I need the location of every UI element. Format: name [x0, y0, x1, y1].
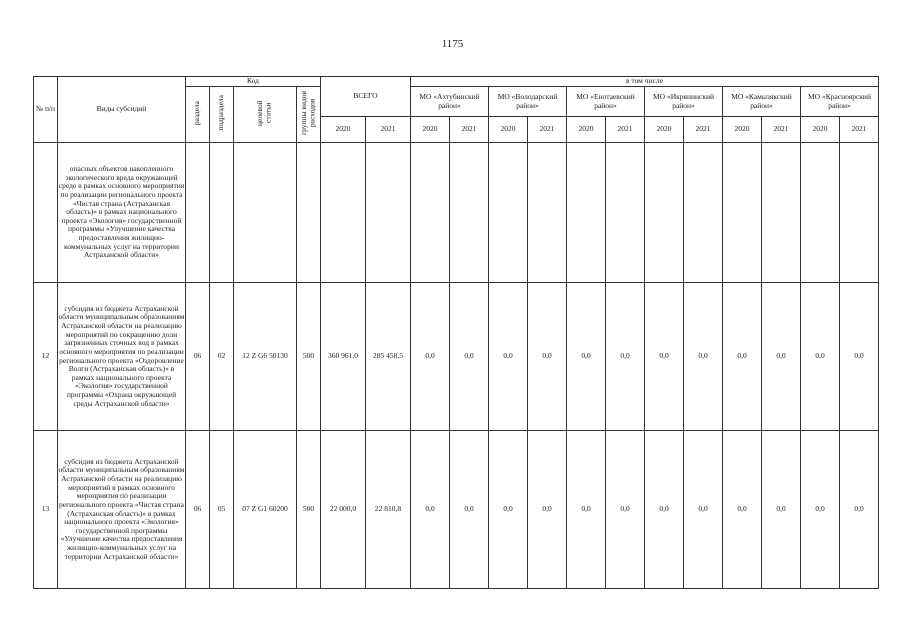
total-2020: 22 000,0: [321, 431, 366, 589]
code-subsection: 05: [210, 431, 234, 589]
mo-value: [567, 143, 606, 283]
mo-value: 0,0: [528, 431, 567, 589]
header-code-group: группы видов расходов: [297, 87, 321, 143]
subsidy-description: субсидия из бюджета Астраханской области муниципальным образованиям Астраханской области на реализацию мероприятий по сокращению доли загрязненных сточных вод в рамках основного мероприятия по реализации регионального проекта «Оздоровление Волги (Астраханская область)» в рамках национального проекта «Экология» государственной программы «Охрана окружающей среды Астраханской области»: [58, 283, 186, 431]
header-year: 2020: [645, 117, 684, 143]
code-subsection: 02: [210, 283, 234, 431]
mo-value: [684, 143, 723, 283]
header-year: 2020: [411, 117, 450, 143]
mo-value: [762, 143, 801, 283]
mo-value: 0,0: [489, 431, 528, 589]
row-number: 12: [34, 283, 58, 431]
mo-value: 0,0: [606, 283, 645, 431]
header-year: 2021: [450, 117, 489, 143]
row-number: 13: [34, 431, 58, 589]
header-mo-krasnoyarsky: МО «Красноярский район»: [801, 87, 879, 117]
row-number: [34, 143, 58, 283]
header-year: 2020: [567, 117, 606, 143]
mo-value: 0,0: [684, 283, 723, 431]
table-row: [34, 143, 879, 283]
code-target: [234, 143, 297, 283]
header-year: 2020: [723, 117, 762, 143]
page-number: 1175: [441, 38, 464, 50]
total-2021: 285 458,5: [366, 283, 411, 431]
header-mo-enotaevsky: МО «Енотаевский район»: [567, 87, 645, 117]
mo-value: 0,0: [450, 431, 489, 589]
mo-value: [723, 143, 762, 283]
mo-value: 0,0: [840, 431, 879, 589]
code-group: 500: [297, 431, 321, 589]
header-year: 2020: [801, 117, 840, 143]
mo-value: 0,0: [723, 431, 762, 589]
subsidy-description: субсидия из бюджета Астраханской области муниципальным образованиям Астраханской области на реализацию мероприятий в рамках основного мероприятия по реализации регионального проекта «Чистая страна (Астраханская область)» в рамках национального проекта «Экология» государственной программы «Улучшение качества предоставления жилищно-коммунальных услуг на территории Астраханской области»: [58, 431, 186, 589]
header-mo-akhtubinsky: МО «Ахтубинский район»: [411, 87, 489, 117]
header-year: 2020: [489, 117, 528, 143]
code-target: 07 Z G1 60200: [234, 431, 297, 589]
mo-value: [411, 143, 450, 283]
table-row: [34, 431, 879, 589]
mo-value: 0,0: [411, 283, 450, 431]
mo-value: [450, 143, 489, 283]
mo-value: [528, 143, 567, 283]
header-year: 2021: [366, 117, 411, 143]
mo-value: 0,0: [801, 283, 840, 431]
mo-value: 0,0: [762, 431, 801, 589]
header-year: 2021: [840, 117, 879, 143]
mo-value: 0,0: [801, 431, 840, 589]
total-2020: 360 961,0: [321, 283, 366, 431]
subsidy-table: [33, 76, 879, 589]
header-code-target: целевой статьи: [234, 87, 297, 143]
mo-value: [489, 143, 528, 283]
mo-value: 0,0: [567, 431, 606, 589]
header-code: Код: [186, 77, 321, 87]
total-2021: 22 810,8: [366, 431, 411, 589]
code-target: 12 Z G6 50130: [234, 283, 297, 431]
header-rownum: № п/п: [34, 77, 58, 143]
code-section: 06: [186, 431, 210, 589]
mo-value: [645, 143, 684, 283]
mo-value: 0,0: [528, 283, 567, 431]
mo-value: 0,0: [840, 283, 879, 431]
header-year: 2021: [606, 117, 645, 143]
mo-value: 0,0: [723, 283, 762, 431]
code-subsection: [210, 143, 234, 283]
code-section: [186, 143, 210, 283]
mo-value: [606, 143, 645, 283]
header-subsidy-type: Виды субсидий: [58, 77, 186, 143]
mo-value: 0,0: [567, 283, 606, 431]
mo-value: 0,0: [489, 283, 528, 431]
header-year: 2021: [528, 117, 567, 143]
code-section: 06: [186, 283, 210, 431]
code-group: 500: [297, 283, 321, 431]
total-2020: [321, 143, 366, 283]
mo-value: 0,0: [450, 283, 489, 431]
mo-value: 0,0: [606, 431, 645, 589]
header-code-section: раздела: [186, 87, 210, 143]
header-total: ВСЕГО: [321, 77, 411, 117]
header-year: 2020: [321, 117, 366, 143]
mo-value: 0,0: [645, 283, 684, 431]
header-code-subsection: подраздела: [210, 87, 234, 143]
header-including: в том числе: [411, 77, 879, 87]
table-row: [34, 283, 879, 431]
mo-value: 0,0: [684, 431, 723, 589]
mo-value: [840, 143, 879, 283]
header-year: 2021: [762, 117, 801, 143]
mo-value: 0,0: [645, 431, 684, 589]
header-mo-volodarsky: МО «Володарский район»: [489, 87, 567, 117]
mo-value: [801, 143, 840, 283]
mo-value: 0,0: [762, 283, 801, 431]
subsidy-description: опасных объектов накопленного экологического вреда окружающей среде в рамках основного мероприятия по реализации регионального проекта «Чистая страна (Астраханская область)» в рамках национального проекта «Экология» государственной программы «Улучшение качества предоставления жилищно-коммунальных услуг на территории Астраханской области»: [58, 143, 186, 283]
mo-value: 0,0: [411, 431, 450, 589]
code-group: [297, 143, 321, 283]
header-year: 2021: [684, 117, 723, 143]
header-mo-ikryaninsky: МО «Икрянинский район»: [645, 87, 723, 117]
total-2021: [366, 143, 411, 283]
header-mo-kamyzyaksky: МО «Камызякский район»: [723, 87, 801, 117]
